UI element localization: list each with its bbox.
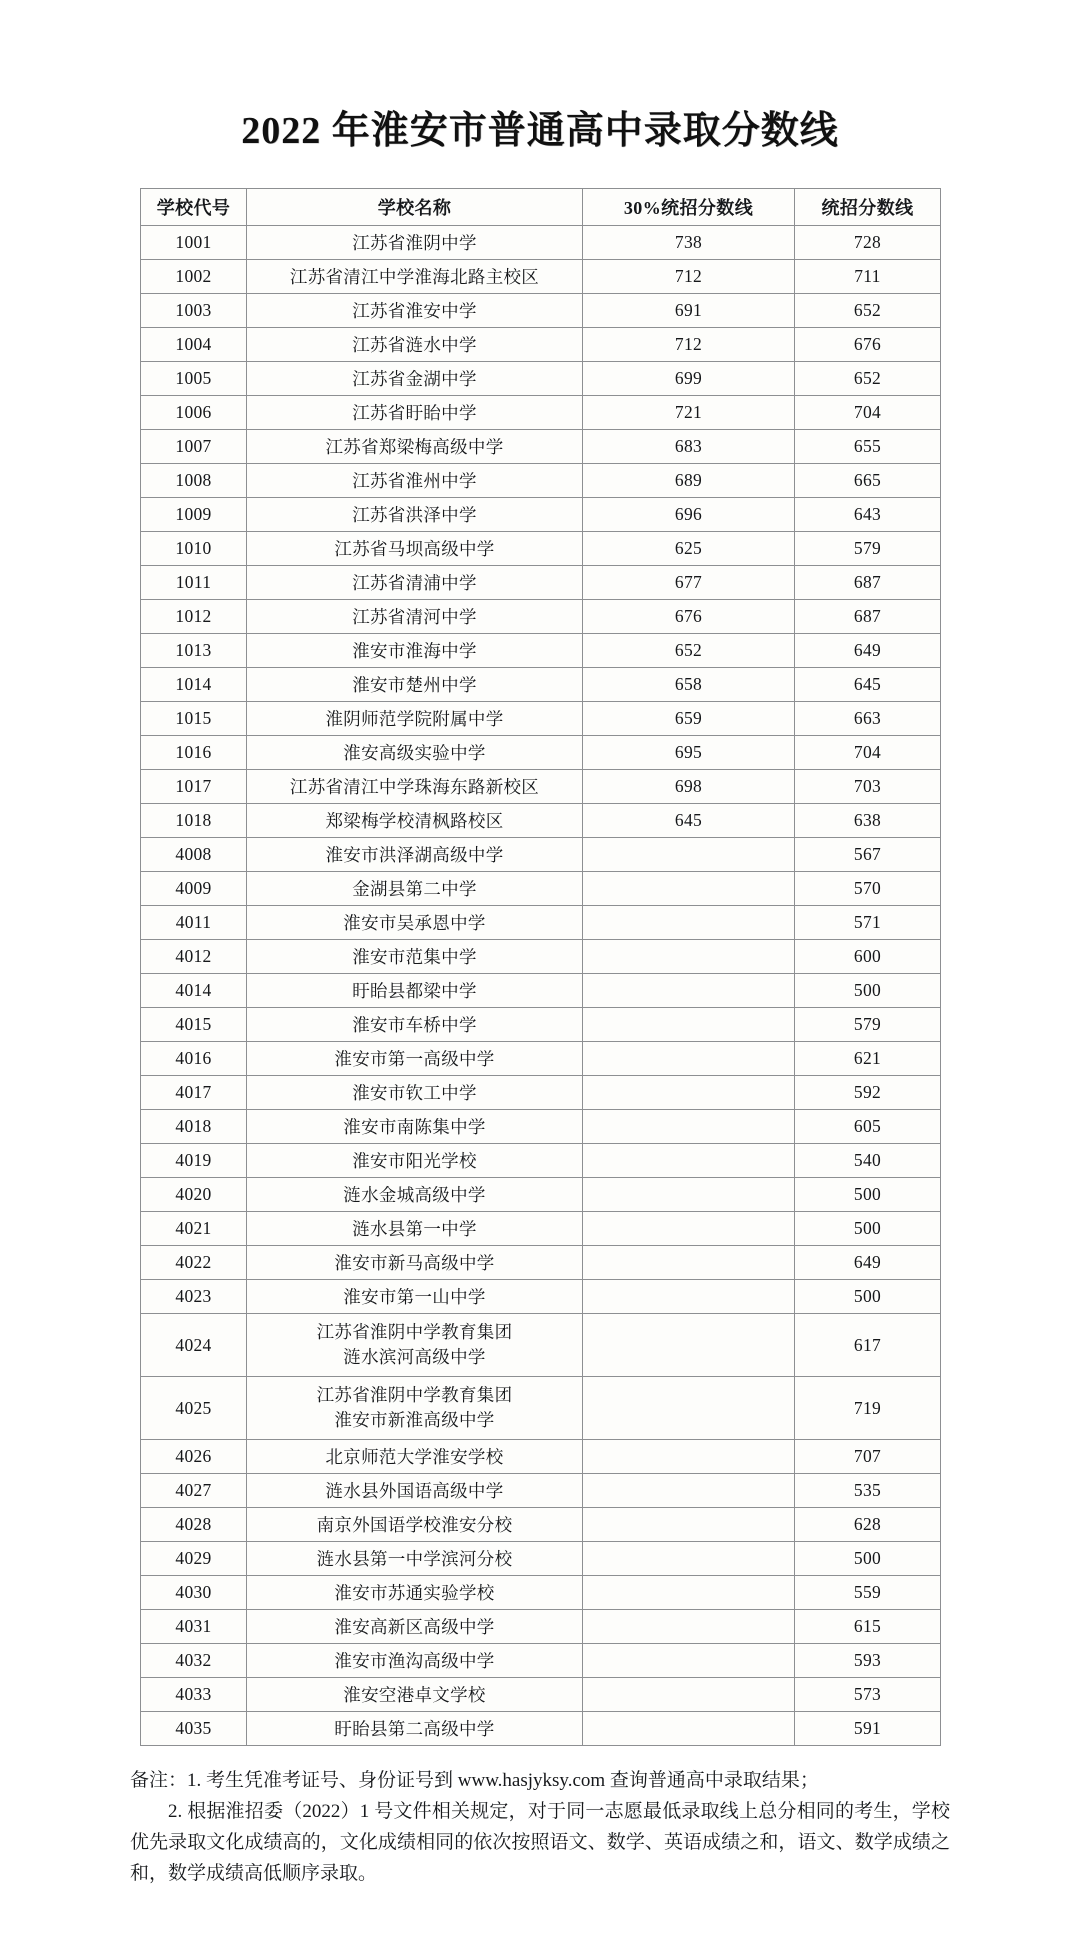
cell-score-all: 663 bbox=[795, 702, 941, 736]
cell-score-30: 699 bbox=[583, 362, 795, 396]
table-body bbox=[141, 226, 941, 1746]
cell-school-code: 4029 bbox=[141, 1542, 247, 1576]
cell-school-name: 淮安市渔沟高级中学 bbox=[247, 1644, 583, 1678]
cell-school-code: 1012 bbox=[141, 600, 247, 634]
table-row bbox=[141, 906, 941, 940]
cell-score-all: 621 bbox=[795, 1042, 941, 1076]
cell-school-name: 江苏省清江中学珠海东路新校区 bbox=[247, 770, 583, 804]
cell-score-30 bbox=[583, 1042, 795, 1076]
cell-school-name: 江苏省郑梁梅高级中学 bbox=[247, 430, 583, 464]
table-row bbox=[141, 1440, 941, 1474]
cell-school-name: 淮安高级实验中学 bbox=[247, 736, 583, 770]
cell-school-code: 4020 bbox=[141, 1178, 247, 1212]
page-title: 2022 年淮安市普通高中录取分数线 bbox=[241, 110, 839, 153]
table-row bbox=[141, 634, 941, 668]
cell-school-code: 4012 bbox=[141, 940, 247, 974]
cell-score-all: 567 bbox=[795, 838, 941, 872]
table-row bbox=[141, 702, 941, 736]
table-row bbox=[141, 1610, 941, 1644]
table-row bbox=[141, 838, 941, 872]
table-row bbox=[141, 396, 941, 430]
cell-school-code: 4026 bbox=[141, 1440, 247, 1474]
cell-school-name: 涟水县外国语高级中学 bbox=[247, 1474, 583, 1508]
cell-score-all: 655 bbox=[795, 430, 941, 464]
table-row bbox=[141, 1576, 941, 1610]
cell-score-30 bbox=[583, 1644, 795, 1678]
cell-score-30: 691 bbox=[583, 294, 795, 328]
cell-score-30: 712 bbox=[583, 260, 795, 294]
cell-school-name: 郑梁梅学校清枫路校区 bbox=[247, 804, 583, 838]
cell-school-name: 淮安市淮海中学 bbox=[247, 634, 583, 668]
cell-school-code: 4030 bbox=[141, 1576, 247, 1610]
cell-school-name: 金湖县第二中学 bbox=[247, 872, 583, 906]
cell-score-all: 570 bbox=[795, 872, 941, 906]
admission-score-table bbox=[140, 188, 941, 1746]
cell-school-name: 江苏省淮安中学 bbox=[247, 294, 583, 328]
cell-school-name: 江苏省马坝高级中学 bbox=[247, 532, 583, 566]
cell-school-code: 1008 bbox=[141, 464, 247, 498]
cell-school-name: 涟水县第一中学滨河分校 bbox=[247, 1542, 583, 1576]
cell-score-30: 676 bbox=[583, 600, 795, 634]
cell-school-name: 淮安空港卓文学校 bbox=[247, 1678, 583, 1712]
note-line-2: 2. 根据淮招委（2022）1 号文件相关规定，对于同一志愿最低录取线上总分相同的考生，学校优先录取文化成绩高的，文化成绩相同的依次按照语文、数学、英语成绩之和，语文、数学成绩之和，数学成绩高低顺序录取。 bbox=[130, 1801, 950, 1884]
cell-score-all: 649 bbox=[795, 634, 941, 668]
table-row bbox=[141, 1542, 941, 1576]
cell-school-name-line2: 涟水滨河高级中学 bbox=[343, 1347, 486, 1368]
cell-score-30 bbox=[583, 1712, 795, 1746]
cell-school-name: 涟水金城高级中学 bbox=[247, 1178, 583, 1212]
cell-school-code: 1001 bbox=[141, 226, 247, 260]
table-row bbox=[141, 804, 941, 838]
cell-score-30 bbox=[583, 940, 795, 974]
table-row bbox=[141, 430, 941, 464]
table-row bbox=[141, 362, 941, 396]
cell-score-30 bbox=[583, 1314, 795, 1377]
cell-school-name: 江苏省清江中学淮海北路主校区 bbox=[247, 260, 583, 294]
cell-score-all: 540 bbox=[795, 1144, 941, 1178]
column-header-school-name: 学校名称 bbox=[247, 189, 583, 226]
table-row bbox=[141, 1314, 941, 1377]
cell-score-all: 687 bbox=[795, 600, 941, 634]
cell-score-all: 728 bbox=[795, 226, 941, 260]
cell-school-name: 淮安市苏通实验学校 bbox=[247, 1576, 583, 1610]
cell-school-code: 4014 bbox=[141, 974, 247, 1008]
cell-school-name: 江苏省洪泽中学 bbox=[247, 498, 583, 532]
cell-score-30: 712 bbox=[583, 328, 795, 362]
cell-school-name-line1: 江苏省淮阴中学教育集团 bbox=[316, 1385, 513, 1406]
cell-score-all: 628 bbox=[795, 1508, 941, 1542]
cell-school-code: 4024 bbox=[141, 1314, 247, 1377]
cell-score-all: 500 bbox=[795, 1212, 941, 1246]
cell-school-name: 江苏省清浦中学 bbox=[247, 566, 583, 600]
cell-score-all: 652 bbox=[795, 294, 941, 328]
cell-score-all: 719 bbox=[795, 1377, 941, 1440]
cell-score-30: 696 bbox=[583, 498, 795, 532]
table-header-row bbox=[141, 189, 941, 226]
cell-school-code: 4035 bbox=[141, 1712, 247, 1746]
cell-score-30 bbox=[583, 906, 795, 940]
table-row bbox=[141, 940, 941, 974]
cell-score-all: 665 bbox=[795, 464, 941, 498]
table-row bbox=[141, 1678, 941, 1712]
cell-score-30: 625 bbox=[583, 532, 795, 566]
table-row bbox=[141, 1144, 941, 1178]
cell-score-30 bbox=[583, 1008, 795, 1042]
cell-school-code: 4008 bbox=[141, 838, 247, 872]
table-row bbox=[141, 498, 941, 532]
column-header-score-30: 30%统招分数线 bbox=[583, 189, 795, 226]
cell-school-code: 4019 bbox=[141, 1144, 247, 1178]
score-table-wrapper bbox=[140, 188, 940, 1746]
cell-school-name: 江苏省涟水中学 bbox=[247, 328, 583, 362]
table-row bbox=[141, 1644, 941, 1678]
cell-school-code: 4028 bbox=[141, 1508, 247, 1542]
cell-school-code: 4011 bbox=[141, 906, 247, 940]
cell-score-all: 559 bbox=[795, 1576, 941, 1610]
table-row bbox=[141, 1076, 941, 1110]
cell-school-name-line2: 淮安市新淮高级中学 bbox=[334, 1410, 495, 1431]
cell-school-name: 淮安市南陈集中学 bbox=[247, 1110, 583, 1144]
table-row bbox=[141, 1212, 941, 1246]
document-page bbox=[0, 25, 1080, 1945]
cell-score-all: 500 bbox=[795, 1178, 941, 1212]
cell-score-all: 649 bbox=[795, 1246, 941, 1280]
cell-score-all: 645 bbox=[795, 668, 941, 702]
table-row bbox=[141, 1042, 941, 1076]
cell-school-code: 4021 bbox=[141, 1212, 247, 1246]
cell-school-name: 淮安市洪泽湖高级中学 bbox=[247, 838, 583, 872]
cell-school-code: 1004 bbox=[141, 328, 247, 362]
table-row bbox=[141, 1008, 941, 1042]
cell-score-all: 615 bbox=[795, 1610, 941, 1644]
table-row bbox=[141, 770, 941, 804]
cell-score-all: 676 bbox=[795, 328, 941, 362]
cell-school-code: 1015 bbox=[141, 702, 247, 736]
cell-school-name: 淮安市第一高级中学 bbox=[247, 1042, 583, 1076]
cell-school-name: 北京师范大学淮安学校 bbox=[247, 1440, 583, 1474]
cell-score-all: 711 bbox=[795, 260, 941, 294]
table-row bbox=[141, 668, 941, 702]
table-row bbox=[141, 566, 941, 600]
cell-school-name: 淮安市楚州中学 bbox=[247, 668, 583, 702]
table-row bbox=[141, 260, 941, 294]
cell-school-name: 江苏省淮州中学 bbox=[247, 464, 583, 498]
cell-score-all: 500 bbox=[795, 1280, 941, 1314]
cell-school-name: 淮安市第一山中学 bbox=[247, 1280, 583, 1314]
footer-notes bbox=[130, 1766, 950, 1889]
cell-school-code: 1014 bbox=[141, 668, 247, 702]
cell-score-30 bbox=[583, 1144, 795, 1178]
cell-score-all: 687 bbox=[795, 566, 941, 600]
cell-score-all: 703 bbox=[795, 770, 941, 804]
cell-score-30 bbox=[583, 872, 795, 906]
cell-school-code: 1003 bbox=[141, 294, 247, 328]
cell-school-code: 1017 bbox=[141, 770, 247, 804]
cell-school-code: 4025 bbox=[141, 1377, 247, 1440]
note-line-1: 备注：1. 考生凭准考证号、身份证号到 www.hasjyksy.com 查询普通高中录取结果； bbox=[130, 1770, 819, 1792]
cell-school-name: 淮阴师范学院附属中学 bbox=[247, 702, 583, 736]
cell-school-name: 江苏省淮阴中学 bbox=[247, 226, 583, 260]
cell-score-all: 573 bbox=[795, 1678, 941, 1712]
cell-school-name: 南京外国语学校淮安分校 bbox=[247, 1508, 583, 1542]
table-row bbox=[141, 1377, 941, 1440]
cell-score-30 bbox=[583, 1576, 795, 1610]
cell-score-all: 704 bbox=[795, 396, 941, 430]
cell-score-all: 593 bbox=[795, 1644, 941, 1678]
cell-school-code: 1013 bbox=[141, 634, 247, 668]
cell-school-code: 4017 bbox=[141, 1076, 247, 1110]
cell-school-name: 淮安市新马高级中学 bbox=[247, 1246, 583, 1280]
table-row bbox=[141, 226, 941, 260]
table-row bbox=[141, 1110, 941, 1144]
cell-score-30: 738 bbox=[583, 226, 795, 260]
cell-score-all: 535 bbox=[795, 1474, 941, 1508]
cell-score-30 bbox=[583, 1508, 795, 1542]
table-row bbox=[141, 294, 941, 328]
cell-score-30: 658 bbox=[583, 668, 795, 702]
table-row bbox=[141, 328, 941, 362]
table-row bbox=[141, 1712, 941, 1746]
cell-school-code: 1002 bbox=[141, 260, 247, 294]
cell-score-30 bbox=[583, 1377, 795, 1440]
cell-school-code: 1018 bbox=[141, 804, 247, 838]
cell-score-30 bbox=[583, 838, 795, 872]
table-row bbox=[141, 600, 941, 634]
cell-school-code: 4032 bbox=[141, 1644, 247, 1678]
cell-score-30: 689 bbox=[583, 464, 795, 498]
cell-school-code: 4023 bbox=[141, 1280, 247, 1314]
cell-score-all: 707 bbox=[795, 1440, 941, 1474]
cell-score-all: 638 bbox=[795, 804, 941, 838]
cell-school-name: 盱眙县都梁中学 bbox=[247, 974, 583, 1008]
column-header-school-code: 学校代号 bbox=[141, 189, 247, 226]
table-row bbox=[141, 1280, 941, 1314]
cell-score-30 bbox=[583, 1678, 795, 1712]
column-header-score-all: 统招分数线 bbox=[795, 189, 941, 226]
table-row bbox=[141, 1246, 941, 1280]
table-row bbox=[141, 736, 941, 770]
cell-score-30 bbox=[583, 1076, 795, 1110]
cell-score-30 bbox=[583, 1280, 795, 1314]
cell-school-name bbox=[247, 1314, 583, 1377]
cell-school-name: 江苏省盱眙中学 bbox=[247, 396, 583, 430]
cell-school-code: 4016 bbox=[141, 1042, 247, 1076]
cell-school-name: 淮安高新区高级中学 bbox=[247, 1610, 583, 1644]
cell-school-code: 1006 bbox=[141, 396, 247, 430]
table-row bbox=[141, 974, 941, 1008]
cell-school-code: 4015 bbox=[141, 1008, 247, 1042]
cell-score-30 bbox=[583, 1246, 795, 1280]
cell-score-all: 500 bbox=[795, 974, 941, 1008]
cell-score-30: 659 bbox=[583, 702, 795, 736]
table-row bbox=[141, 1508, 941, 1542]
cell-score-30 bbox=[583, 1212, 795, 1246]
cell-school-name: 淮安市范集中学 bbox=[247, 940, 583, 974]
cell-score-all: 600 bbox=[795, 940, 941, 974]
cell-school-code: 4022 bbox=[141, 1246, 247, 1280]
cell-school-code: 4009 bbox=[141, 872, 247, 906]
cell-school-code: 1016 bbox=[141, 736, 247, 770]
cell-score-30: 721 bbox=[583, 396, 795, 430]
table-row bbox=[141, 872, 941, 906]
cell-school-name: 盱眙县第二高级中学 bbox=[247, 1712, 583, 1746]
table-row bbox=[141, 1178, 941, 1212]
cell-school-name: 淮安市阳光学校 bbox=[247, 1144, 583, 1178]
table-row bbox=[141, 1474, 941, 1508]
cell-score-30 bbox=[583, 1110, 795, 1144]
cell-school-name: 江苏省清河中学 bbox=[247, 600, 583, 634]
cell-score-all: 605 bbox=[795, 1110, 941, 1144]
table-row bbox=[141, 464, 941, 498]
cell-score-all: 579 bbox=[795, 532, 941, 566]
cell-school-code: 4033 bbox=[141, 1678, 247, 1712]
cell-score-30 bbox=[583, 974, 795, 1008]
table-row bbox=[141, 532, 941, 566]
cell-school-name: 江苏省金湖中学 bbox=[247, 362, 583, 396]
cell-school-name: 淮安市吴承恩中学 bbox=[247, 906, 583, 940]
cell-school-name: 淮安市钦工中学 bbox=[247, 1076, 583, 1110]
cell-score-30 bbox=[583, 1440, 795, 1474]
cell-score-30 bbox=[583, 1610, 795, 1644]
cell-score-30: 683 bbox=[583, 430, 795, 464]
cell-score-all: 643 bbox=[795, 498, 941, 532]
cell-score-all: 500 bbox=[795, 1542, 941, 1576]
cell-score-30 bbox=[583, 1474, 795, 1508]
cell-score-all: 592 bbox=[795, 1076, 941, 1110]
cell-score-all: 591 bbox=[795, 1712, 941, 1746]
cell-school-code: 1005 bbox=[141, 362, 247, 396]
cell-score-all: 579 bbox=[795, 1008, 941, 1042]
cell-school-name-line1: 江苏省淮阴中学教育集团 bbox=[316, 1322, 513, 1343]
cell-score-30 bbox=[583, 1178, 795, 1212]
cell-score-all: 704 bbox=[795, 736, 941, 770]
cell-score-30 bbox=[583, 1542, 795, 1576]
cell-score-30: 677 bbox=[583, 566, 795, 600]
cell-score-30: 645 bbox=[583, 804, 795, 838]
cell-school-code: 1011 bbox=[141, 566, 247, 600]
cell-school-code: 4027 bbox=[141, 1474, 247, 1508]
cell-score-all: 571 bbox=[795, 906, 941, 940]
cell-school-name: 涟水县第一中学 bbox=[247, 1212, 583, 1246]
cell-score-30: 695 bbox=[583, 736, 795, 770]
cell-school-name bbox=[247, 1377, 583, 1440]
cell-score-30: 652 bbox=[583, 634, 795, 668]
cell-school-code: 1007 bbox=[141, 430, 247, 464]
cell-school-code: 1010 bbox=[141, 532, 247, 566]
table-header bbox=[141, 189, 941, 226]
cell-school-code: 4031 bbox=[141, 1610, 247, 1644]
cell-school-code: 1009 bbox=[141, 498, 247, 532]
cell-score-30: 698 bbox=[583, 770, 795, 804]
cell-score-all: 652 bbox=[795, 362, 941, 396]
cell-school-code: 4018 bbox=[141, 1110, 247, 1144]
cell-school-name: 淮安市车桥中学 bbox=[247, 1008, 583, 1042]
cell-score-all: 617 bbox=[795, 1314, 941, 1377]
